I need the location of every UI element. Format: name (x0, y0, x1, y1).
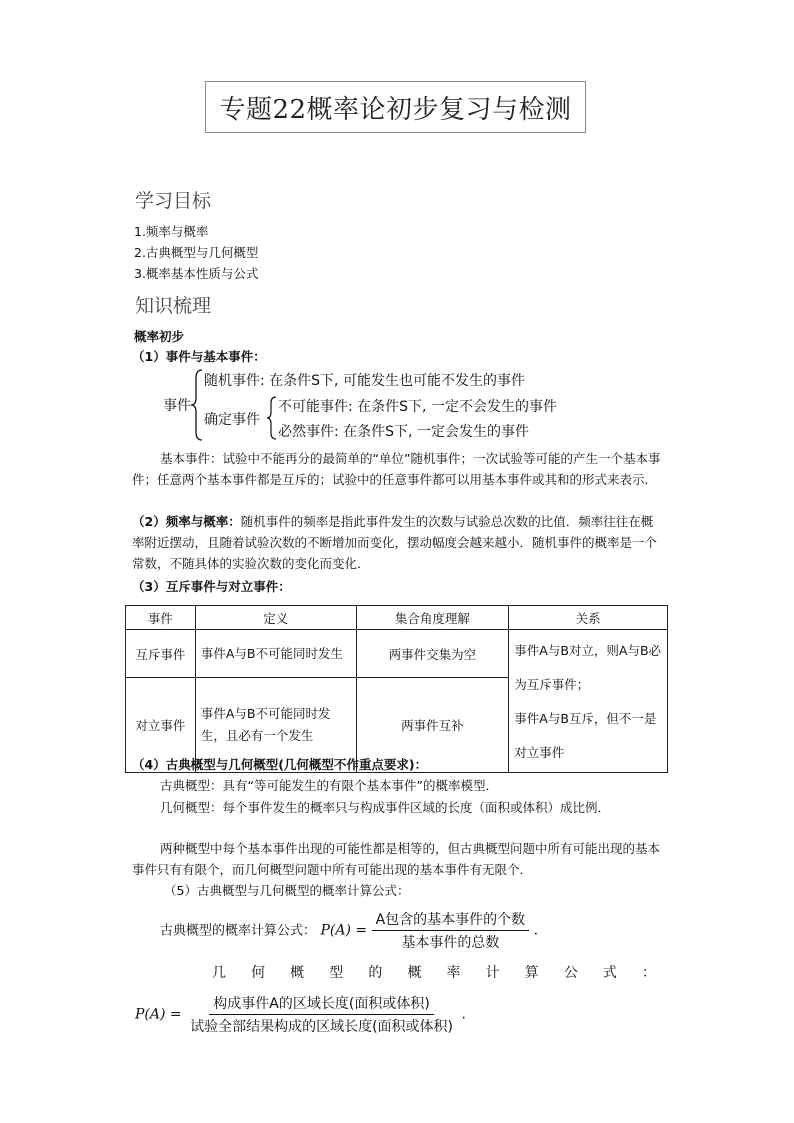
geo-formula-label: 几何概型的概率计算公式： (212, 965, 656, 981)
classical-formula-lhs: P(A) = (320, 922, 368, 939)
classical-formula (160, 909, 538, 952)
goal-item-3: 3.概率基本性质与公式 (134, 266, 259, 281)
table-cell-definition: 事件A与B不可能同时发生 (195, 630, 356, 678)
goal-item-2: 2.古典概型与几何概型 (134, 245, 259, 260)
table-cell-relation (509, 630, 668, 773)
outer-brace (190, 368, 204, 442)
knowledge-heading: 知识梳理 (135, 295, 212, 317)
table-header: 关系 (509, 606, 668, 630)
table-header: 事件 (126, 606, 196, 630)
table-cell-name: 互斥事件 (126, 630, 196, 678)
part5-heading: （5）古典概型与几何概型的概率计算公式： (164, 883, 410, 898)
impossible-event: 不可能事件: 在条件S下, 一定不会发生的事件 (278, 399, 557, 415)
table-row (126, 630, 668, 678)
geo-formula-lhs: P(A) = (135, 1006, 182, 1023)
random-event: 随机事件: 在条件S下, 可能发生也可能不发生的事件 (204, 373, 525, 389)
table-cell-set-view: 两事件交集为空 (356, 630, 509, 678)
relation-1: 事件A与B对立，则A与B必为互斥事件； (514, 643, 662, 692)
page-title: 专题22概率论初步复习与检测 (205, 81, 586, 133)
table-cell-definition: 事件A与B不可能同时发生，且必有一个发生 (195, 678, 356, 773)
topic-heading: 概率初步 (134, 329, 185, 344)
table-header: 集合角度理解 (356, 606, 509, 630)
part3-heading: （3）互斥事件与对立事件： (132, 579, 291, 594)
basic-event-text: 基本事件：试验中不能再分的最简单的“单位”随机事件；一次试验等可能的产生一个基本事件；任意两个基本事件都是互斥的；试验中的任意事件都可以用基本事件或其和的形式来表示． (132, 451, 661, 487)
part1-heading: （1）事件与基本事件： (132, 349, 266, 364)
classical-period: . (533, 922, 539, 939)
geo-denominator: 试验全部结果构成的区域长度(面积或体积) (190, 1019, 454, 1035)
geo-formula (135, 993, 466, 1036)
geo-fraction (186, 993, 457, 1036)
table-cell-name: 对立事件 (126, 678, 196, 773)
relation-2: 事件A与B互斥，但不一是对立事件 (514, 711, 657, 760)
goals-heading: 学习目标 (135, 190, 212, 212)
events-table (125, 605, 668, 773)
table-cell-set-view: 两事件互补 (356, 678, 509, 773)
event-label: 事件 (163, 398, 191, 414)
part4-heading: （4）古典概型与几何概型(几何概型不作重点要求)： (132, 757, 428, 772)
classical-formula-label: 古典概型的概率计算公式： (160, 923, 317, 939)
compare-text: 两种概型中每个基本事件出现的可能性都是相等的，但古典概型问题中所有可能出现的基本事件只有有限个，而几何概型问题中所有可能出现的基本事件有无限个． (132, 841, 661, 877)
classical-numerator: A包含的基本事件的个数 (372, 909, 530, 931)
inner-brace (266, 395, 278, 441)
table-header: 定义 (195, 606, 356, 630)
table-header-row (126, 606, 668, 630)
sure-event: 必然事件: 在条件S下, 一定会发生的事件 (278, 424, 529, 440)
part2-heading: （2）频率与概率： (132, 514, 241, 529)
goal-item-1: 1.频率与概率 (134, 224, 209, 239)
geo-period: . (461, 1006, 466, 1023)
classical-def: 古典概型：具有“等可能发生的有限个基本事件”的概率模型． (160, 778, 498, 793)
classical-fraction (372, 909, 530, 952)
geometric-def: 几何概型：每个事件发生的概率只与构成事件区域的长度（面积或体积）成比例． (160, 800, 611, 815)
part2-text: 随机事件的频率是指此事件发生的次数与试验总次数的比值．频率往往在概率附近摆动，且随着试验次数的不断增加而变化，摆动幅度会越来越小．随机事件的概率是一个常数，不随具体的实验次数的变化而变化． (132, 514, 658, 571)
geo-numerator: 构成事件A的区域长度(面积或体积) (209, 993, 434, 1015)
certain-event-label: 确定事件 (204, 412, 260, 428)
part2-paragraph (132, 511, 664, 574)
classical-denominator: 基本事件的总数 (401, 935, 500, 951)
